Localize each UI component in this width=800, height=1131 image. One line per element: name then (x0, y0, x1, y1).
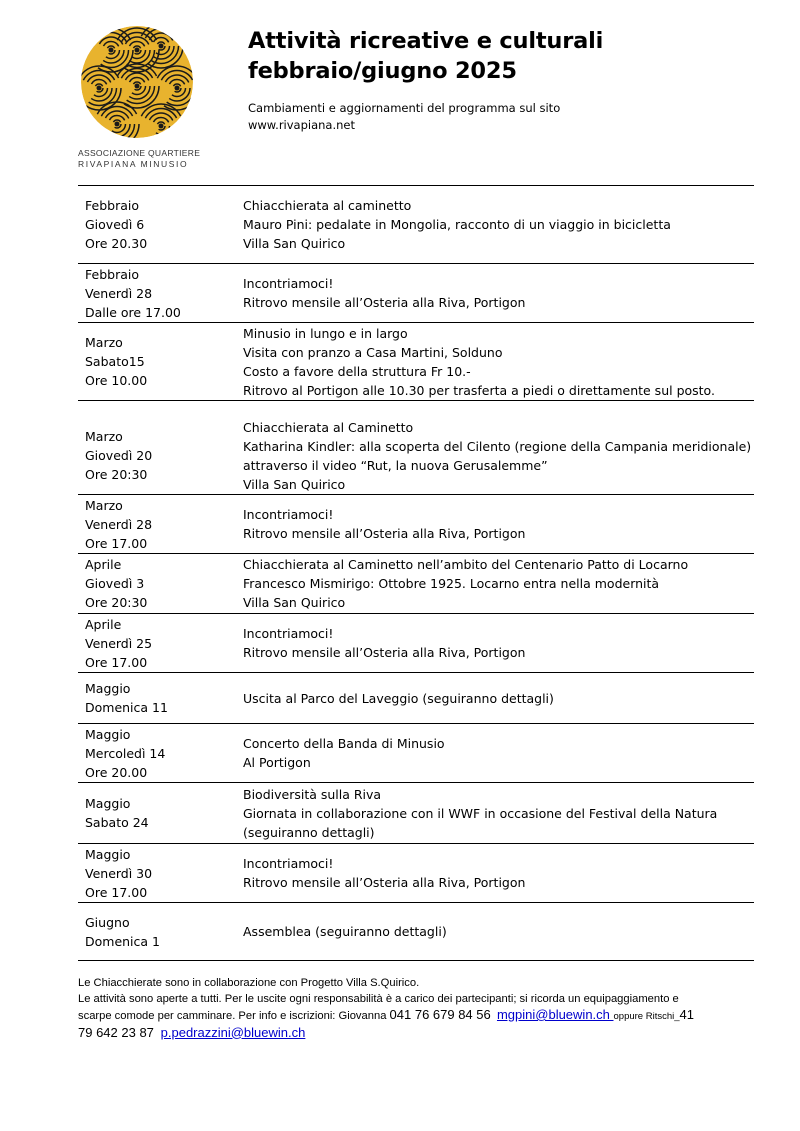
event-month: Maggio (85, 726, 131, 742)
event-row (78, 903, 754, 961)
email-link-pedrazzini[interactable]: p.pedrazzini@bluewin.ch (160, 1024, 306, 1040)
event-row (78, 554, 754, 614)
event-day: Giovedì 3 (85, 576, 145, 591)
event-date-cell (78, 323, 243, 401)
event-title: Minusio in lungo e in largo (243, 325, 408, 341)
event-month: Maggio (85, 681, 131, 696)
event-details-cell (243, 903, 754, 961)
event-title: Assemblea (seguiranno dettagli) (243, 924, 447, 939)
event-month: Marzo (85, 497, 123, 513)
event-title: Incontriamoci! (243, 626, 334, 641)
event-month: Marzo (85, 429, 123, 444)
event-detail: Villa San Quirico (243, 595, 346, 610)
event-date-cell (78, 844, 243, 903)
event-detail: Al Portigon (243, 755, 311, 770)
event-day: Sabato 24 (85, 815, 149, 830)
event-details-cell (243, 495, 754, 554)
event-details-cell (243, 323, 754, 401)
event-date-cell (78, 614, 243, 673)
event-date-cell (78, 783, 243, 844)
event-month: Febbraio (85, 266, 139, 282)
logo-dot (175, 86, 180, 91)
event-day: Venerdì 30 (85, 865, 153, 881)
event-date-cell (78, 903, 243, 961)
event-time: Ore 20:30 (85, 595, 148, 610)
event-details-cell (243, 614, 754, 673)
logo-dot (135, 84, 140, 89)
event-detail: attraverso il video “Rut, la nuova Gerusalemme” (243, 457, 548, 473)
event-detail: Ritrovo mensile all’Osteria alla Riva, Portigon (243, 645, 526, 660)
event-month: Aprile (85, 616, 122, 632)
page-title (248, 26, 603, 86)
event-date-cell (78, 186, 243, 264)
title-line2: febbraio/giugno 2025 (248, 58, 517, 84)
logo-dot (97, 86, 102, 91)
logo-dot (159, 124, 164, 129)
event-day: Venerdì 28 (85, 516, 153, 532)
event-title: Chiacchierata al Caminetto (243, 419, 414, 435)
event-row (78, 264, 754, 323)
event-time: Ore 20:30 (85, 467, 148, 482)
event-detail: Francesco Mismirigo: Ottobre 1925. Locarno entra nella modernità (243, 576, 660, 591)
event-detail: Ritrovo mensile all’Osteria alla Riva, Portigon (243, 526, 526, 541)
event-day: Mercoledì 14 (85, 745, 166, 761)
org-name-line2: RIVAPIANA MINUSIO (78, 159, 189, 169)
event-detail: Ritrovo mensile all’Osteria alla Riva, Portigon (243, 875, 526, 890)
event-row (78, 495, 754, 554)
event-details-cell (243, 783, 754, 844)
footer-or-text: oppure Ritschi_ (613, 1011, 680, 1022)
event-detail: Visita con pranzo a Casa Martini, Solduno (243, 344, 503, 360)
event-day: Giovedì 6 (85, 217, 145, 232)
event-row (78, 323, 754, 401)
event-time: Ore 17.00 (85, 535, 148, 551)
website-text: www.rivapiana.net (248, 118, 355, 132)
event-date-cell (78, 554, 243, 614)
event-date-cell (78, 264, 243, 323)
event-day: Domenica 1 (85, 933, 160, 949)
logo-dot (115, 122, 120, 127)
event-detail: Costo a favore della struttura Fr 10.- (243, 363, 471, 379)
logo-dot (135, 48, 140, 53)
footer-info-text: scarpe comode per camminare. Per info e iscrizioni: Giovanna (78, 1010, 390, 1022)
association-logo (78, 26, 201, 169)
event-details-cell (243, 264, 754, 323)
event-date-cell (78, 495, 243, 554)
event-details-cell (243, 673, 754, 724)
event-title: Chiacchierata al caminetto (243, 198, 412, 213)
event-details-cell (243, 724, 754, 783)
event-day: Domenica 11 (85, 700, 168, 715)
event-time: Ore 10.00 (85, 373, 148, 388)
event-month: Maggio (85, 846, 131, 862)
event-detail: Ritrovo mensile all’Osteria alla Riva, Portigon (243, 295, 526, 310)
event-row (78, 844, 754, 903)
event-month: Giugno (85, 914, 130, 930)
logo-emblem-icon (81, 26, 193, 138)
footer-line4 (78, 1025, 758, 1043)
event-time: Dalle ore 17.00 (85, 304, 181, 320)
event-details-cell (243, 844, 754, 903)
event-title: Incontriamoci! (243, 856, 334, 871)
event-day: Sabato15 (85, 354, 145, 369)
phone-ritschi-prefix: 41 (679, 1007, 694, 1022)
program-note (248, 100, 560, 134)
footer-line1: Le Chiacchierate sono in collaborazione con Progetto Villa S.Quirico. (78, 977, 420, 989)
event-title: Uscita al Parco del Laveggio (seguiranno dettagli) (243, 690, 554, 706)
event-day: Venerdì 28 (85, 285, 153, 301)
event-row (78, 783, 754, 844)
event-detail: Katharina Kindler: alla scoperta del Cilento (regione della Campania meridionale) (243, 438, 752, 454)
footer-line3 (78, 1007, 758, 1025)
event-month: Aprile (85, 557, 122, 572)
event-details-cell (243, 554, 754, 614)
event-title: Chiacchierata al Caminetto nell’ambito del Centenario Patto di Locarno (243, 557, 689, 572)
event-time: Ore 20.00 (85, 764, 148, 780)
event-date-cell (78, 724, 243, 783)
event-detail: (seguiranno dettagli) (243, 824, 375, 840)
logo-dot (109, 48, 114, 53)
title-line1: Attività ricreative e culturali (248, 28, 604, 54)
event-row (78, 724, 754, 783)
event-date-cell (78, 673, 243, 724)
footer-line2: Le attività sono aperte a tutti. Per le uscite ogni responsabilità è a carico dei partecipanti; si ricorda un equipaggiamento e (78, 992, 679, 1005)
event-detail: Ritrovo al Portigon alle 10.30 per trasferta a piedi o direttamente sul posto. (243, 382, 715, 398)
event-row (78, 186, 754, 264)
event-date-cell (78, 401, 243, 495)
event-month: Maggio (85, 796, 131, 811)
event-details-cell (243, 186, 754, 264)
org-name-line1: ASSOCIAZIONE QUARTIERE (78, 148, 201, 158)
phone-giovanna: 041 76 679 84 56 (389, 1007, 491, 1022)
event-day: Venerdì 25 (85, 635, 153, 651)
footer-notes (78, 976, 758, 1042)
event-time: Ore 17.00 (85, 884, 148, 900)
event-title: Concerto della Banda di Minusio (243, 736, 445, 751)
event-day: Giovedì 20 (85, 448, 153, 463)
email-link-mgpini[interactable]: mgpini@bluewin.ch (496, 1007, 614, 1022)
event-title: Incontriamoci! (243, 276, 334, 291)
schedule-table (78, 185, 754, 961)
event-time: Ore 17.00 (85, 654, 148, 670)
event-details-cell (243, 401, 754, 495)
event-title: Biodiversità sulla Riva (243, 786, 382, 802)
event-detail: Villa San Quirico (243, 236, 346, 251)
event-detail: Mauro Pini: pedalate in Mongolia, racconto di un viaggio in bicicletta (243, 217, 671, 232)
event-row (78, 673, 754, 724)
event-time: Ore 20.30 (85, 236, 148, 251)
event-month: Marzo (85, 335, 123, 350)
note-line1: Cambiamenti e aggiornamenti del programma sul sito (248, 101, 561, 115)
event-detail: Villa San Quirico (243, 476, 346, 492)
event-month: Febbraio (85, 198, 139, 213)
logo-dot (159, 44, 164, 49)
event-detail: Giornata in collaborazione con il WWF in occasione del Festival della Natura (243, 805, 718, 821)
event-row (78, 614, 754, 673)
event-title: Incontriamoci! (243, 507, 334, 522)
event-row (78, 401, 754, 495)
phone-ritschi: 79 642 23 87 (78, 1024, 158, 1040)
